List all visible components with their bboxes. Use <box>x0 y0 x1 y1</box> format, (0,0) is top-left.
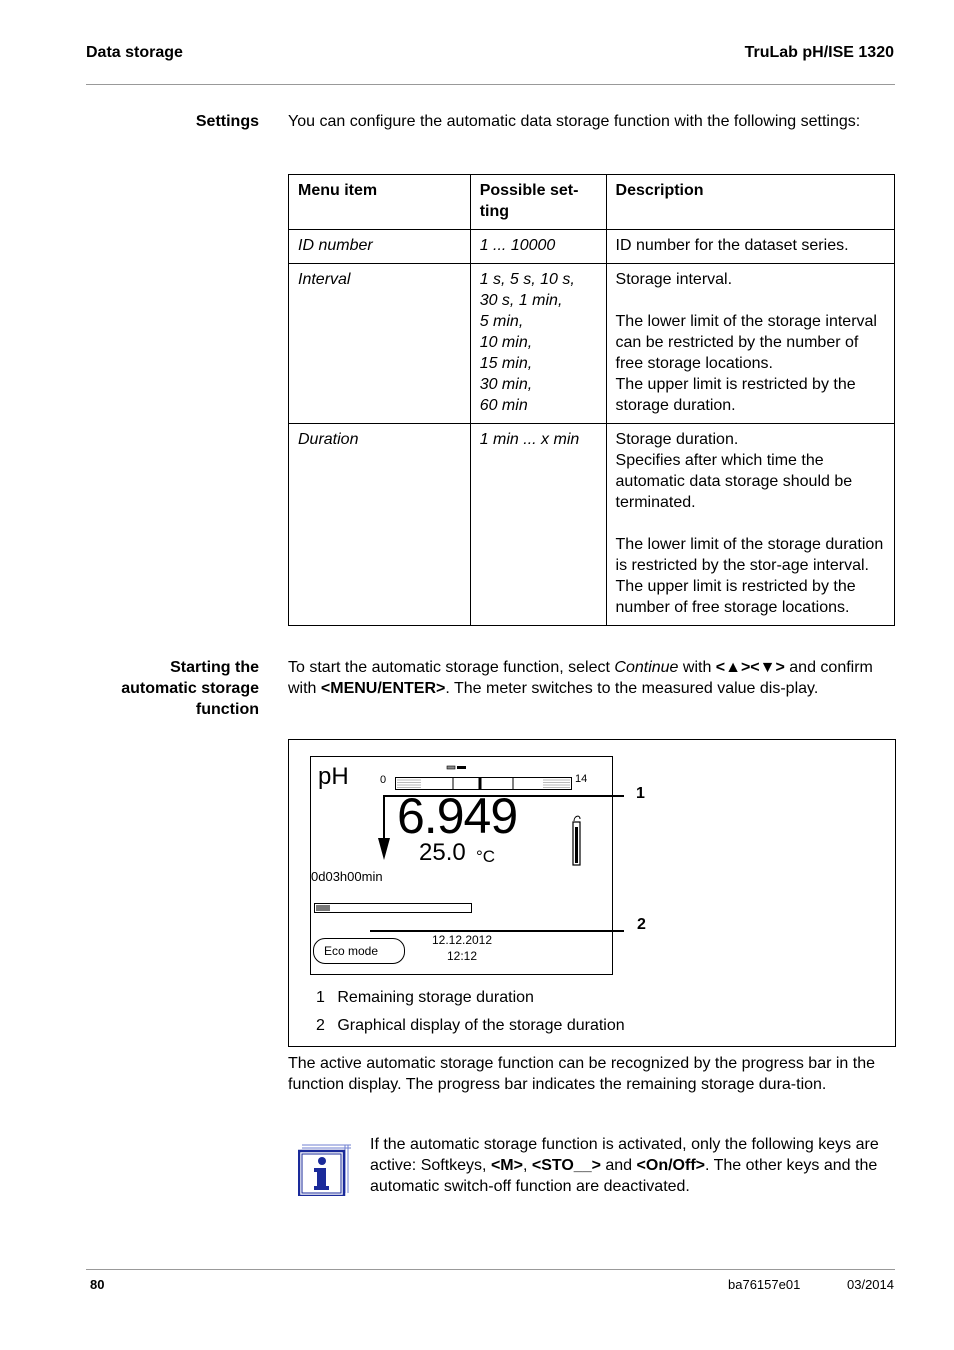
settings-side-label: Settings <box>195 113 259 130</box>
key-sto: <STO__> <box>531 1157 601 1174</box>
table-row <box>289 424 895 626</box>
legend-item <box>316 989 534 1007</box>
parameter-label: pH <box>318 763 349 790</box>
table-header-row <box>289 175 895 230</box>
cell-item: Duration <box>289 424 471 626</box>
starting-text-1: To start the automatic storage function, select <box>288 659 615 676</box>
col-header-setting: Possible set- ting <box>470 175 606 230</box>
info-text-2: and <box>600 1157 637 1174</box>
info-sep: , <box>522 1157 532 1174</box>
display-date: 12.12.2012 <box>431 933 493 947</box>
settings-intro: You can configure the automatic data storage function with the following settings: <box>288 113 861 130</box>
updown-keys: <▲><▼> <box>715 659 785 676</box>
key-m: <M> <box>490 1157 523 1174</box>
page-number: 80 <box>90 1277 105 1292</box>
product-name: TruLab pH/ISE 1320 <box>744 44 894 61</box>
bar-min-label: 0 <box>380 774 387 786</box>
cell-item: Interval <box>289 264 471 424</box>
doc-id: ba76157e01 <box>728 1277 801 1292</box>
col-header-description: Description <box>606 175 894 230</box>
legend-text: Graphical display of the storage duration <box>337 1017 625 1034</box>
temperature-unit: °C <box>476 847 496 866</box>
temperature-value: 25.0 <box>419 839 466 866</box>
info-text-3: . The other keys and the automatic switch-off function are deactivated. <box>370 1157 878 1195</box>
cell-setting: 1 s, 5 s, 10 s, 30 s, 1 min, 5 min, 10 min, 15 min, 30 min, 60 min <box>470 264 606 424</box>
cell-setting: 1 min ... x min <box>470 424 606 626</box>
starting-text-3: and confirm with <box>288 659 873 697</box>
key-onoff: <On/Off> <box>636 1157 705 1174</box>
callout-2: 2 <box>637 916 646 933</box>
cell-description: Storage duration. Specifies after which time the automatic data storage should be terminated. The lower limit of the storage duration is restricted by the stor-age interval. The upper limit is restricted by the number of free storage locations. <box>606 424 894 626</box>
continue-word: Continue <box>614 659 679 676</box>
callout-lines <box>370 790 630 940</box>
info-text-1: If the automatic storage function is activated, only the following keys are active: Softkeys, <box>370 1136 879 1174</box>
legend-text: Remaining storage duration <box>337 989 534 1006</box>
table-row <box>289 230 895 264</box>
eco-mode-softkey[interactable] <box>313 938 405 964</box>
info-icon <box>298 1143 351 1196</box>
measured-value: 6.949 <box>397 788 518 844</box>
legend-num: 1 <box>316 989 325 1006</box>
cell-description: Storage interval. The lower limit of the storage interval can be restricted by the number of free storage locations. The upper limit is restricted by the storage duration. <box>606 264 894 424</box>
section-title: Data storage <box>86 44 183 61</box>
footer-rule <box>86 1269 895 1270</box>
legend-num: 2 <box>316 1017 325 1034</box>
doc-date: 03/2014 <box>847 1277 894 1292</box>
cell-description: ID number for the dataset series. <box>606 230 894 264</box>
after-figure-paragraph: The active automatic storage function can be recognized by the progress bar in the function display. The progress bar indicates the remaining storage dura-tion. <box>288 1055 876 1093</box>
legend-item <box>316 1017 625 1035</box>
cell-item: ID number <box>289 230 471 264</box>
storage-progress-fill <box>316 905 330 911</box>
menu-enter-key: <MENU/ENTER> <box>320 680 446 697</box>
callout-1: 1 <box>636 785 645 802</box>
header-rule <box>86 84 895 85</box>
eco-mode-label: Eco mode <box>324 944 379 958</box>
starting-text-4: . The meter switches to the measured value dis-play. <box>445 680 819 697</box>
display-time: 12:12 <box>446 949 478 963</box>
settings-table <box>288 174 895 626</box>
starting-side-label: Starting the automatic storage function <box>121 659 259 718</box>
col-header-menu-item: Menu item <box>289 175 471 230</box>
starting-paragraph <box>288 657 896 699</box>
info-note-text <box>370 1134 890 1197</box>
starting-text-2: with <box>678 659 716 676</box>
remaining-duration: 0d03h00min <box>311 869 383 884</box>
table-row <box>289 264 895 424</box>
bar-max-label: 14 <box>575 773 588 785</box>
cell-setting: 1 ... 10000 <box>470 230 606 264</box>
